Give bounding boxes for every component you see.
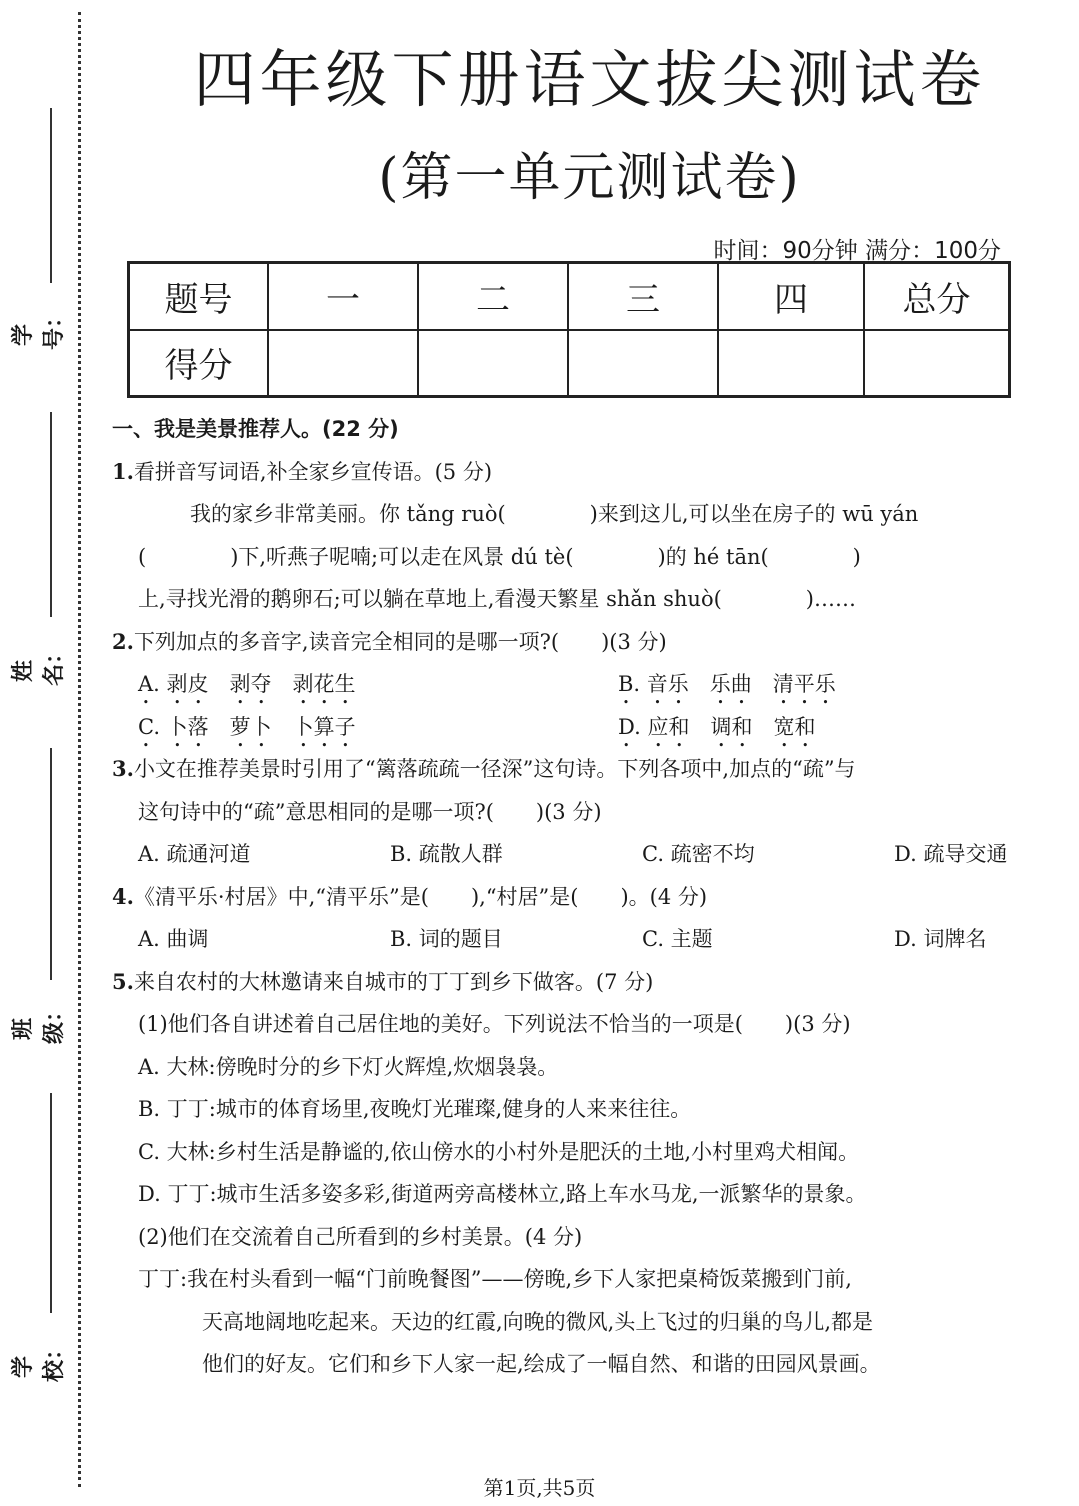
option-d: D. 疏导交通 — [894, 842, 1008, 866]
school-label: 学校： — [11, 1337, 67, 1382]
score-table-header-row — [129, 263, 1010, 330]
page-footer: 第1页,共5页 — [483, 1476, 596, 1500]
question-number: 4. — [112, 883, 134, 909]
option-a: A. 剥皮 剥夺 剥花生 — [138, 672, 356, 696]
option-d: D. 丁丁:城市生活多姿多彩,街道两旁高楼林立,路上车水马龙,一派繁华的景象。 — [138, 1182, 867, 1206]
passage-line: 丁丁:我在村头看到一幅“门前晚餐图”——傍晚,乡下人家把桌椅饭菜搬到门前, — [138, 1267, 852, 1291]
question-text: 《清平乐·村居》中,“清平乐”是( ),“村居”是( )。(4 分) — [133, 884, 708, 909]
question-number: 5. — [112, 968, 134, 994]
option-a: A. 疏通河道 — [138, 842, 251, 866]
question-5-sub1: (1)他们各自讲述着自己居住地的美好。下列说法不恰当的一项是( )(3 分) — [138, 1012, 851, 1036]
name-line — [50, 412, 52, 617]
option-d: D. 词牌名 — [894, 927, 987, 951]
page-title: 四年级下册语文拔尖测试卷 — [193, 43, 986, 116]
option-b: B. 音乐 乐曲 清平乐 — [618, 672, 836, 696]
score-header-cell: 四 — [718, 263, 864, 330]
exam-content — [112, 408, 1027, 1386]
question-3-stem — [112, 748, 1027, 791]
question-5-stem — [112, 961, 1027, 1004]
question-number: 2. — [112, 628, 134, 654]
score-row-label: 得分 — [129, 330, 269, 397]
score-input-cell[interactable] — [268, 330, 418, 397]
question-5-sub2: (2)他们在交流着自己所看到的乡村美景。(4 分) — [138, 1224, 583, 1249]
option-c: C. 主题 — [642, 927, 713, 951]
question-text: 小文在推荐美景时引用了“篱落疏疏一径深”这句诗。下列各项中,加点的“疏”与 — [133, 757, 856, 781]
score-input-cell[interactable] — [718, 330, 864, 397]
question-number: 1. — [112, 458, 134, 484]
question-4-stem — [112, 876, 1027, 919]
score-header-cell: 二 — [418, 263, 568, 330]
question-text: 来自农村的大林邀请来自城市的丁丁到乡下做客。(7 分) — [133, 969, 654, 994]
section-heading: 一、我是美景推荐人。(22 分) — [112, 417, 399, 441]
passage-line: 他们的好友。它们和乡下人家一起,绘成了一幅自然、和谐的田园风景画。 — [202, 1352, 881, 1376]
binding-dotted-line — [78, 12, 81, 1487]
question-2-options-row — [112, 706, 1027, 749]
score-table-score-row — [129, 330, 1010, 397]
score-header-cell: 总分 — [864, 263, 1010, 330]
option-b: B. 疏散人群 — [390, 842, 503, 866]
question-3-stem-cont: 这句诗中的“疏”意思相同的是哪一项?( )(3 分) — [138, 799, 602, 824]
score-table — [127, 261, 1011, 398]
option-c: C. 疏密不均 — [642, 842, 755, 866]
student-id-line — [50, 108, 52, 283]
question-1-line: 我的家乡非常美丽。你 tǎng ruò( )来到这儿,可以坐在房子的 wū yán — [190, 502, 919, 526]
question-1-stem — [112, 451, 1027, 494]
name-label: 姓名： — [11, 641, 67, 686]
passage-line: 天高地阔地吃起来。天边的红霞,向晚的微风,头上飞过的归巢的鸟儿,都是 — [202, 1309, 874, 1334]
score-input-cell[interactable] — [418, 330, 568, 397]
option-d: D. 应和 调和 宽和 — [618, 714, 816, 739]
question-4-options-row — [112, 918, 1027, 961]
score-input-cell[interactable] — [568, 330, 718, 397]
question-3-options-row — [112, 833, 1027, 876]
option-c: C. 卜落 萝卜 卜算子 — [138, 714, 356, 739]
time-score-info: 时间：90分钟 满分：100分 — [713, 238, 1001, 264]
question-text: 下列加点的多音字,读音完全相同的是哪一项?( )(3 分) — [133, 629, 667, 654]
question-1-line: ( )下,听燕子呢喃;可以走在风景 dú tè( )的 hé tān( ) — [138, 544, 861, 569]
question-number: 3. — [112, 756, 134, 781]
question-2-stem — [112, 621, 1027, 664]
score-header-cell: 一 — [268, 263, 418, 330]
page-subtitle: (第一单元测试卷) — [378, 148, 801, 208]
option-a: A. 曲调 — [138, 927, 209, 951]
option-c: C. 大林:乡村生活是静谧的,依山傍水的小村外是肥沃的土地,小村里鸡犬相闻。 — [138, 1139, 860, 1164]
option-a: A. 大林:傍晚时分的乡下灯火辉煌,炊烟袅袅。 — [138, 1054, 559, 1079]
option-b: B. 词的题目 — [390, 927, 503, 951]
student-id-label: 学号： — [11, 305, 67, 350]
class-label: 班级： — [11, 999, 67, 1044]
score-header-cell: 题号 — [129, 263, 269, 330]
option-b: B. 丁丁:城市的体育场里,夜晚灯光璀璨,健身的人来来往往。 — [138, 1097, 692, 1121]
class-line — [50, 748, 52, 980]
question-2-options-row — [112, 663, 1027, 706]
score-header-cell: 三 — [568, 263, 718, 330]
question-1-line: 上,寻找光滑的鹅卵石;可以躺在草地上,看漫天繁星 shǎn shuò( )…… — [138, 587, 856, 611]
school-line — [50, 1093, 52, 1313]
score-input-cell[interactable] — [864, 330, 1010, 397]
question-text: 看拼音写词语,补全家乡宣传语。(5 分) — [133, 459, 493, 484]
